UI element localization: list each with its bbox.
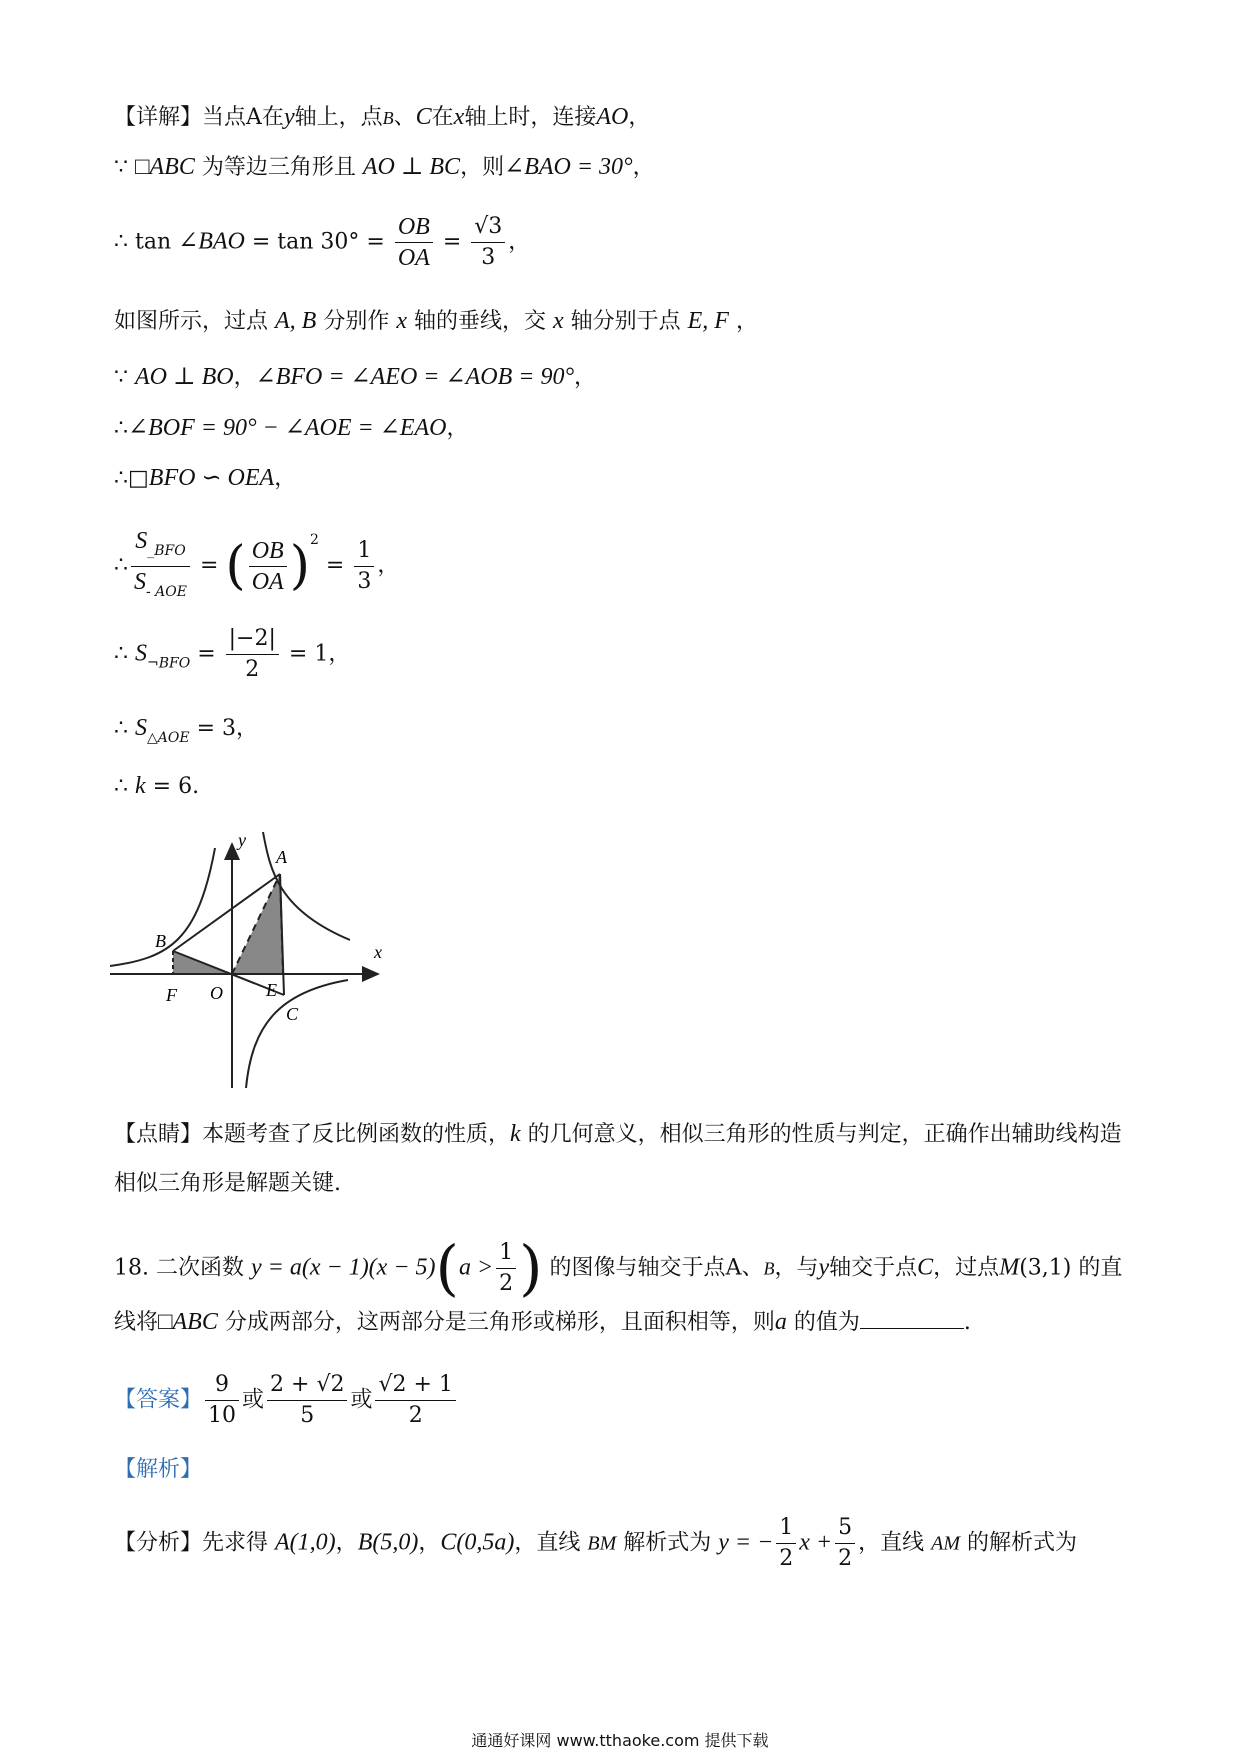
- text: 先求得: [202, 1530, 276, 1556]
- text: = 6: [145, 774, 193, 799]
- text: ∴ tan: [114, 229, 179, 255]
- var-B: B: [763, 1258, 775, 1279]
- text: ，: [233, 365, 256, 390]
- text: ，: [236, 716, 259, 741]
- subscript: ¬BFO: [147, 655, 191, 672]
- text: 分别作: [316, 309, 397, 334]
- numerator: 2 + √2: [267, 1370, 347, 1401]
- text: ，: [377, 553, 400, 578]
- text: 轴上时，连接: [464, 105, 597, 130]
- text: 或: [350, 1387, 373, 1413]
- var-S: S: [134, 568, 146, 595]
- analysis-line: [114, 1455, 202, 1485]
- page-footer: 通通好课网 www.tthaoke.com 提供下载: [471, 1731, 769, 1750]
- fraction-area-ratio: [131, 526, 190, 607]
- text: 在: [261, 105, 284, 130]
- text: ，: [574, 365, 597, 390]
- text: 本题考查了反比例函数的性质，: [202, 1122, 511, 1147]
- solution-line-1: [114, 102, 650, 133]
- math: (3,1): [1019, 1255, 1072, 1281]
- denominator: 10: [208, 1403, 237, 1428]
- answer-tag: 【答案】: [114, 1387, 203, 1413]
- denominator: [131, 567, 190, 607]
- subscript: - AOE: [146, 583, 187, 600]
- math: ∠BAO = 30°: [504, 154, 633, 180]
- text: 的几何意义，相似三角形的性质与判定，正确作出辅助线构造: [520, 1122, 1122, 1147]
- paren-close: ): [519, 1233, 543, 1304]
- answer-blank: [860, 1306, 964, 1329]
- denominator: 3: [357, 568, 372, 594]
- math: E, F: [687, 308, 729, 334]
- math: AO ⊥ BO: [135, 364, 234, 390]
- text: 或: [242, 1387, 265, 1413]
- text: 、: [393, 105, 416, 130]
- denominator: 3: [481, 245, 496, 270]
- text: 当点: [202, 105, 247, 130]
- fraction-1-2: [776, 1513, 796, 1574]
- text: A: [246, 105, 262, 130]
- var-C: C: [917, 1254, 934, 1281]
- question-18-line-1: [114, 1233, 1123, 1304]
- paren-open: (: [225, 536, 246, 596]
- numerator: 5: [835, 1513, 855, 1544]
- text: =: [318, 553, 352, 578]
- solution-line-8: [114, 525, 399, 607]
- text: 的解析式为: [960, 1530, 1078, 1556]
- numerator: 1: [496, 1238, 516, 1269]
- text: 轴交于点: [829, 1255, 918, 1281]
- text: ，过点: [933, 1255, 1000, 1281]
- text: 、: [741, 1255, 764, 1281]
- solution-line-4: [114, 306, 758, 337]
- text: 的图像与轴交于点: [542, 1255, 726, 1281]
- var-B: B: [382, 108, 394, 128]
- text: ∴: [114, 416, 128, 441]
- text: ，: [446, 416, 469, 441]
- math: □ABC: [158, 1309, 218, 1335]
- paren-open: (: [435, 1233, 459, 1304]
- var-AO: AO: [596, 104, 629, 130]
- numerator: OB: [249, 536, 287, 567]
- detail-tag: 【详解】: [114, 105, 203, 130]
- text: .: [192, 774, 200, 799]
- numerator: OB: [395, 212, 433, 243]
- fraction-ob-oa: [395, 212, 433, 273]
- question-number: 18.: [114, 1255, 149, 1281]
- numerator: 1: [354, 536, 374, 567]
- label-C: C: [286, 1004, 299, 1024]
- text: 轴分别于点: [563, 309, 688, 334]
- solution-line-11: [114, 771, 199, 802]
- math: C(0,5a): [440, 1529, 515, 1556]
- text: ，: [508, 229, 531, 255]
- text: = 1: [281, 641, 329, 667]
- var-k: k: [135, 773, 146, 799]
- question-18-line-2: [114, 1306, 971, 1338]
- text: ，直线: [514, 1530, 588, 1556]
- text: ∴: [114, 774, 135, 799]
- solution-line-3: [114, 212, 530, 273]
- label-x: x: [374, 942, 382, 962]
- text: ，: [728, 309, 758, 334]
- var-C: C: [415, 104, 432, 130]
- paren-close: ): [289, 536, 311, 596]
- solution-line-10: [114, 713, 258, 753]
- text: ∵: [114, 365, 135, 390]
- text: 如图所示，过点: [114, 309, 275, 334]
- text: 解析式为: [616, 1530, 719, 1556]
- text: ，: [418, 1530, 441, 1556]
- denominator: 2: [499, 1271, 514, 1296]
- solution-line-7: [114, 463, 296, 494]
- math: ∠BOF = 90° − ∠AOE = ∠EAO: [128, 415, 447, 441]
- fraction-sqrt3-3: [471, 212, 505, 273]
- text: A: [725, 1255, 742, 1281]
- text: =: [435, 229, 469, 255]
- text: 轴上，点: [294, 105, 383, 130]
- solution-line-5: [114, 362, 596, 393]
- fraction-9-10: [205, 1370, 239, 1431]
- math: y = a(x − 1)(x − 5): [251, 1254, 436, 1281]
- subscript: _BFO: [147, 542, 186, 559]
- numerator: |−2|: [226, 624, 279, 655]
- numerator: [131, 526, 190, 567]
- math: a >: [458, 1254, 494, 1281]
- text: =: [193, 553, 226, 578]
- fraction-5-2: [835, 1513, 855, 1574]
- math: A, B: [275, 308, 317, 334]
- var-a: a: [774, 1309, 787, 1335]
- var-k: k: [510, 1121, 521, 1147]
- fraction-sqrt2-1-2: [375, 1370, 455, 1431]
- math: ∠BAO: [178, 228, 245, 255]
- text: 的直: [1071, 1255, 1123, 1281]
- math: □ABC: [135, 154, 195, 180]
- math: A(1,0): [275, 1529, 336, 1556]
- fraction-ob-oa-2: [249, 536, 287, 597]
- fraction-half: [496, 1238, 516, 1299]
- numerator: 9: [205, 1370, 239, 1401]
- text: ，: [274, 466, 297, 491]
- text: ，: [328, 641, 351, 667]
- var-M: M: [999, 1254, 1020, 1281]
- label-y: y: [238, 830, 246, 850]
- text: ，则: [460, 155, 505, 180]
- fraction-1-3: [354, 536, 374, 597]
- text: ，: [628, 105, 651, 130]
- point-tag: 【点睛】: [114, 1122, 203, 1147]
- var-x: x: [396, 308, 407, 334]
- text: ，: [335, 1530, 358, 1556]
- denominator: 2: [245, 657, 260, 682]
- denominator: 2: [408, 1403, 423, 1428]
- text: ∵: [114, 155, 135, 180]
- math: y = −: [718, 1529, 774, 1556]
- exponent: 2: [310, 532, 319, 548]
- fraction-2-sqrt2-5: [267, 1370, 347, 1431]
- solution-line-6: [114, 413, 468, 444]
- var-y: y: [818, 1254, 830, 1281]
- hyperbola-branch-lower-right: [246, 980, 348, 1088]
- label-B: B: [155, 931, 166, 951]
- fenxi-tag: 【分析】: [114, 1530, 203, 1556]
- var-x: x: [453, 104, 465, 130]
- math: BFO ∽ OEA: [148, 465, 275, 491]
- denominator: OA: [397, 245, 430, 271]
- math: BM: [587, 1532, 617, 1555]
- math: x +: [799, 1529, 833, 1556]
- text: = tan 30° =: [244, 229, 392, 255]
- math: B(5,0): [357, 1529, 419, 1556]
- point-line-1: [114, 1119, 1122, 1150]
- numerator: √2 + 1: [375, 1370, 455, 1401]
- text: ∴□: [114, 466, 149, 491]
- denominator: OA: [251, 568, 284, 595]
- denominator: 2: [838, 1546, 853, 1571]
- text: ∴: [114, 553, 128, 578]
- text: ∴: [114, 716, 135, 741]
- denominator: 2: [779, 1546, 794, 1571]
- math: AM: [931, 1532, 961, 1555]
- var-S: S: [135, 640, 147, 667]
- var-y: y: [283, 104, 295, 130]
- text: = 3: [189, 716, 236, 741]
- math: AO ⊥ BC: [362, 154, 461, 180]
- numerator: 1: [776, 1513, 796, 1544]
- label-F: F: [166, 985, 177, 1005]
- text: ，与: [774, 1255, 819, 1281]
- var-S: S: [135, 715, 147, 741]
- text: 线将: [114, 1310, 159, 1335]
- text: =: [190, 641, 223, 667]
- text: ∴: [114, 641, 135, 667]
- fenxi-line: [114, 1513, 1077, 1574]
- solution-line-9: [114, 624, 350, 685]
- label-E: E: [266, 980, 277, 1000]
- point-line-2: [114, 1169, 341, 1199]
- text: 的值为: [786, 1310, 860, 1335]
- solution-line-2: [114, 152, 655, 183]
- analysis-tag: 【解析】: [114, 1457, 203, 1482]
- text: 二次函数: [149, 1255, 251, 1281]
- text: 在: [431, 105, 454, 130]
- fraction-abs-2: [226, 624, 279, 685]
- text: ，直线: [858, 1530, 932, 1556]
- var-S: S: [135, 527, 148, 554]
- text: ，: [632, 155, 655, 180]
- math: ∠BFO = ∠AEO = ∠AOB = 90°: [255, 364, 575, 390]
- text: 为等边三角形且: [194, 155, 363, 180]
- text: 分成两部分，这两部分是三角形或梯形，且面积相等，则: [217, 1310, 775, 1335]
- text: 轴的垂线，交: [406, 309, 553, 334]
- numerator: √3: [471, 212, 505, 243]
- label-O: O: [210, 983, 223, 1003]
- answer-line: [114, 1370, 459, 1431]
- label-A: A: [276, 847, 287, 867]
- text: .: [963, 1310, 971, 1335]
- denominator: 5: [300, 1403, 315, 1428]
- hyperbola-figure: [110, 830, 400, 1095]
- subscript: △AOE: [147, 730, 190, 746]
- text: 相似三角形是解题关键.: [114, 1171, 341, 1196]
- var-x: x: [552, 308, 564, 334]
